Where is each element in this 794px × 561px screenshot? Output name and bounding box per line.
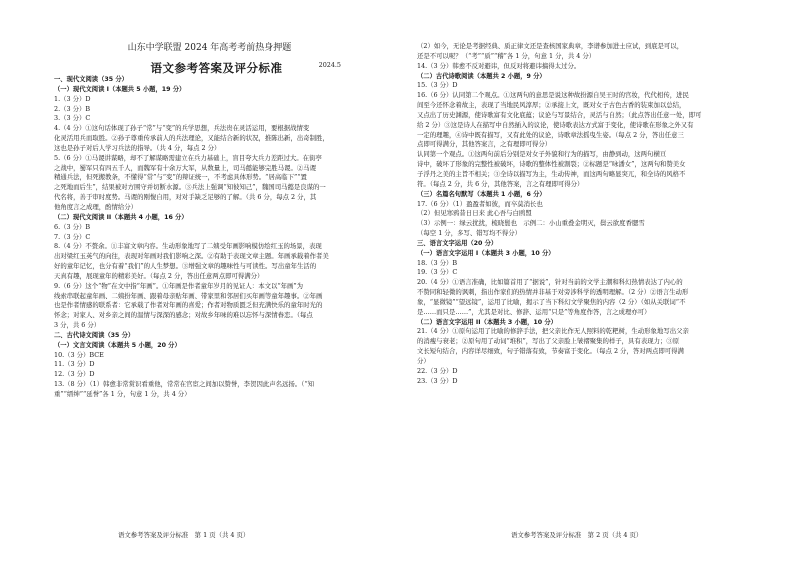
answer-line: 9.（6 分）这个“物”在文中指“年画”。①年画是作者童年岁月的见证人：本文以“年画”为 (54, 281, 304, 290)
answer-line: 之死地而后生”，结果被对方围守并切断水源。③兵法上强调“知彼知己”，魏国司马懿是良谋的一 (54, 183, 326, 192)
answer-line: 给 2 分）③这是诗人在描写中自然插入的议论，使诗歌表达方式富于变化，使诗歌在形象之外又有 (417, 120, 694, 129)
answer-line: 化灵活用兵而取胜。②孙子尊重传承前人的兵法理论，又能结合新的状况，推陈出新，出奇制胜， (54, 134, 329, 143)
answer-line: （2）如今，无论是考据经典、质正律文还是查核国家典章，李谱参加进士应试，到底是可以， (417, 42, 684, 50)
document-title: 语文参考答案及评分标准 (150, 61, 283, 75)
answer-line: 出对梁红玉英气的向往，表现对年画对我们影响之深。②有助于表现文章主题。年画承载着作者美 (54, 252, 329, 261)
answer-line: 15.（3 分）D (417, 81, 458, 90)
answer-line: 分） (417, 357, 430, 365)
exam-title: 山东中学联盟 2024 年高考考前热身押题 (127, 43, 292, 53)
answer-line: 这也是孙子对后人学习兵法的指导。（共 4 分，每点 2 分） (54, 143, 221, 152)
answer-line: 21.（4 分）①原句运用了比喻的修辞手法，把父亲比作无人照料的乾粑树，生动形象地写出父亲 (417, 327, 689, 336)
section-heading: （一）文言文阅读（本题共 5 小题，20 分） (54, 341, 181, 349)
answer-line: 他角度言之成理，酌情给分） (54, 202, 138, 211)
answer-line: 又点出了历史渊源，使诗歌富有文化底蕴；议论与写景结合，灵活与自然；（此点答出任意一处，即可 (417, 110, 702, 119)
answer-line: （每空 1 分，多写、错写均不得分） (417, 229, 521, 238)
answer-line: 6.（3 分）B (54, 222, 91, 231)
answer-line: 之战中，蜀军只有四五千人，而魏军有十余万大军，从数量上，司马懿能够完胜马谡。②马谡 (54, 163, 317, 172)
answer-line: 象，“显微镜”“望远镜”，运用了比喻，揭示了当下科幻文学聚焦的内容（2 分）（如从关联词“不 (417, 297, 686, 306)
section-heading: 三、语言文字运用（20 分） (417, 239, 498, 247)
answer-line: 3 分，共 6 分） (54, 321, 101, 330)
answer-line: 7.（3 分）C (54, 232, 91, 241)
answer-line: 14.（3 分）韩愈不反对避讳，但反对将避讳搞得太过分。 (417, 61, 581, 70)
answer-line: 19.（3 分）C (417, 268, 458, 277)
answer-line: 好的童年记忆，也分有着“我们”的人生梦想。③增强文章的趣味性与可读性。写出童年生活的 (54, 262, 317, 271)
answer-line: （2）但见寒鸦昔日日来 此心吾与白鸥盟 (417, 209, 532, 218)
answer-line: 怀念；对家人、对乡亲之间的温情与深深的感念；对故乡年味的难以忘怀与深情眷恋。（每点 (54, 311, 313, 320)
answer-line: 22.（3 分）D (417, 366, 458, 375)
answer-line: 重”“缙绅”“延誉”各 1 分，句意 1 分，共 4 分） (54, 390, 191, 398)
answer-page-2 (397, 0, 794, 561)
answer-line: 的消瘦与衰老；②原句用了动词“堆积”，写出了父亲脸上皱褶聚集的样子，具有表现力；③原 (417, 337, 680, 346)
document-date: 2024.5 (318, 61, 341, 69)
title-row (54, 57, 379, 75)
answer-line: 代名将，善于审时度势。马谡的刚愎自用，对对手缺乏足够的了解。（共 6 分，每点 2 分，其 (54, 193, 317, 202)
answer-line: 诗中，破坏了形象的完整性被破坏，诗歌的整体性被割裂；②标题是“咏潘女”，这两句和赞美女 (417, 160, 686, 169)
section-heading: （一）语言文字运用 I（本题共 3 小题，10 分） (417, 249, 555, 257)
answer-line: 20.（4 分）①语言准确，比如篇首用了“据说”，针对当前的文学主潮和科幻热情表达了内心的 (417, 278, 683, 287)
section-heading: （一）现代文阅读 I（本题共 5 小题，19 分） (54, 85, 186, 93)
answer-line: 一定的理趣，④诗中既有描写，又有此处的议论，诗歌章法摇曳生姿。（每点 2 分，答出任意三 (417, 130, 684, 139)
answer-line: 还是不可以呢？（“考”“质”“稽”各 1 分，句意 1 分，共 4 分） (417, 51, 596, 60)
answer-line: 2.（3 分）B (54, 104, 91, 113)
answer-line: 不赞同和轻微的讽刺，指出作家们的热情并非基于对旁涉科学的透明理解。（2 分）②语言生动形 (417, 288, 689, 297)
answer-line: 天真有趣，展现童年的精彩美好。（每点 2 分，答出任意两点即可得满分） (54, 271, 264, 280)
section-heading: （二）现代文阅读 II（本题共 4 小题，16 分） (54, 213, 188, 221)
page-2-body (417, 42, 778, 387)
answer-line: 12.（3 分）D (54, 370, 95, 379)
answer-line: 23.（3 分）D (417, 376, 458, 385)
answer-line: 符。（每点 2 分，共 6 分，其他答案，言之有理即可得分） (417, 179, 584, 188)
section-heading: 二、古代诗文阅读（35 分） (54, 331, 135, 339)
answer-line: 间至今还怀念着故主，表现了当地民风淳厚；②承接上文，既对女子古色古香的装束加以总结， (417, 101, 686, 110)
answer-line: 认同第一个观点。①这两句前后分别是对女子外貌和行为的描写，由静到动，这两句横亘 (417, 150, 667, 159)
answer-line: 8.（4 分）不赘余。①丰富文章内容。生动形象地写了二姨受年画影响模仿绘红玉的场景，表现 (54, 242, 322, 251)
answer-line: 3.（3 分）C (54, 114, 91, 123)
section-heading: （二）语言文字运用 II（本题共 3 小题，10 分） (417, 318, 557, 326)
answer-line: 18.（3 分）B (417, 258, 458, 267)
answer-line: 11.（3 分）D (54, 360, 95, 369)
answer-line: 10.（3 分）BCE (54, 350, 104, 359)
answer-line: 也是作者情感的联系者：它承载了作者对年画的喜爱；作者对物质匮乏但充满快乐的童年时光的 (54, 301, 323, 310)
answer-line: 16.（6 分）认同第二个观点。①这两句的意思是说这种故扮源自吴王时的宫妆，代代相传，进民 (417, 91, 689, 100)
page-1-body (54, 75, 379, 400)
answer-line: 精通兵法，但死搬教条，不懂得“常”与“变”的辩证统一，不考虑具体形势。“居高临下”“置 (54, 173, 307, 182)
answer-line: 17.（6 分）（1）盈盈者如彼，而卒莫消长也 (417, 199, 543, 208)
answer-line: 4.（4 分）①这句话体现了孙子“常”与“变”的兵学思想，兵法贵在灵活运用，要根据战情变 (54, 124, 310, 133)
section-heading: 一、现代文阅读（35 分） (54, 76, 128, 83)
page-1-footer: 语文参考答案及评分标准 第 1 页（共 4 页） (118, 531, 250, 539)
page-2-footer: 语文参考答案及评分标准 第 2 页（共 4 页） (511, 531, 643, 539)
answer-line: 13.（8 分）（1）韩愈非常赏识看重他，常常在官宦之间加以赞誉，李贺因此声名远扬。（“知 (54, 380, 315, 389)
answer-line: 是……而只是……”，尤其是对比、修辞、运用“只是”等角度作答，言之成理亦可） (417, 307, 651, 316)
answer-line: 子浮丹之美的主旨不相关；③全诗以描写为主，生动传神，而这两句略显突兀，和全诗的风格不 (417, 169, 686, 178)
section-heading: （二）古代诗歌阅读（本题共 2 小题，9 分） (417, 72, 546, 80)
answer-line: 1.（3 分）D (54, 94, 91, 103)
answer-line: 线索串联起童年画、二姨扮年画、跟着母亲贴年画、带家里和邻居们买年画等童年趣事。②年画 (54, 291, 323, 300)
answer-line: 文长短句结合，内容详尽细致，句子错落有致，节奏富于变化。（每点 2 分，答对两点即可得满 (417, 347, 684, 356)
answer-line: （3）示例一：绿云扰扰，梳晓鬟也 示例二：小山重叠金明灭，鬓云欲度香腮雪 (417, 219, 645, 228)
answer-line: 5.（6 分）①马谡讲谋略，却不了解谋略需建立在兵力基础上，盲目夸大兵力差距过大。在街亭 (54, 153, 322, 162)
answer-line: 点即可得满分，其他答案言，之有理即可得分） (417, 140, 552, 149)
section-heading: （三）名篇名句默写（本题共 1 小题，6 分） (417, 190, 546, 198)
